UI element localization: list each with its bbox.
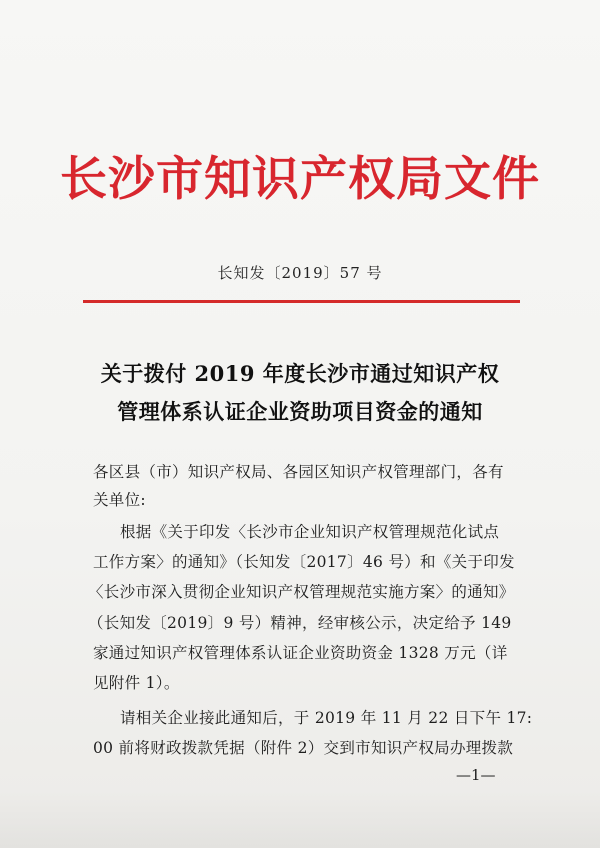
body-line-6: （长知发〔2019〕9 号）精神，经审核公示，决定给予 149	[88, 614, 512, 632]
body-line-10: 00 前将财政拨款凭据（附件 2）交到市知识产权局办理拨款	[93, 739, 514, 757]
notice-title-line-1: 关于拨付 2019 年度长沙市通过知识产权	[100, 361, 500, 386]
body-line-7: 家通过知识产权管理体系认证企业资助资金 1328 万元（详	[93, 644, 508, 662]
body-line-5: 〈长沙市深入贯彻企业知识产权管理规范实施方案〉的通知》	[88, 583, 515, 601]
page-shadow	[0, 790, 600, 848]
red-separator-line	[83, 300, 520, 303]
issuer-header-title: 长沙市知识产权局文件	[60, 152, 540, 207]
body-line-3: 根据《关于印发〈长沙市企业知识产权管理规范化试点	[120, 523, 500, 541]
body-line-4: 工作方案〉的通知》（长知发〔2017〕46 号）和《关于印发	[93, 553, 515, 571]
document-number: 长知发〔2019〕57 号	[217, 264, 383, 282]
page-number: —1—	[456, 766, 496, 784]
body-line-1: 各区县（市）知识产权局、各园区知识产权管理部门，各有	[93, 463, 504, 481]
body-line-2: 关单位:	[93, 491, 146, 509]
body-line-8: 见附件 1）。	[93, 674, 180, 692]
body-line-9: 请相关企业接此通知后，于 2019 年 11 月 22 日下午 17:	[120, 709, 533, 727]
notice-title-line-2: 管理体系认证企业资助项目资金的通知	[117, 399, 483, 424]
